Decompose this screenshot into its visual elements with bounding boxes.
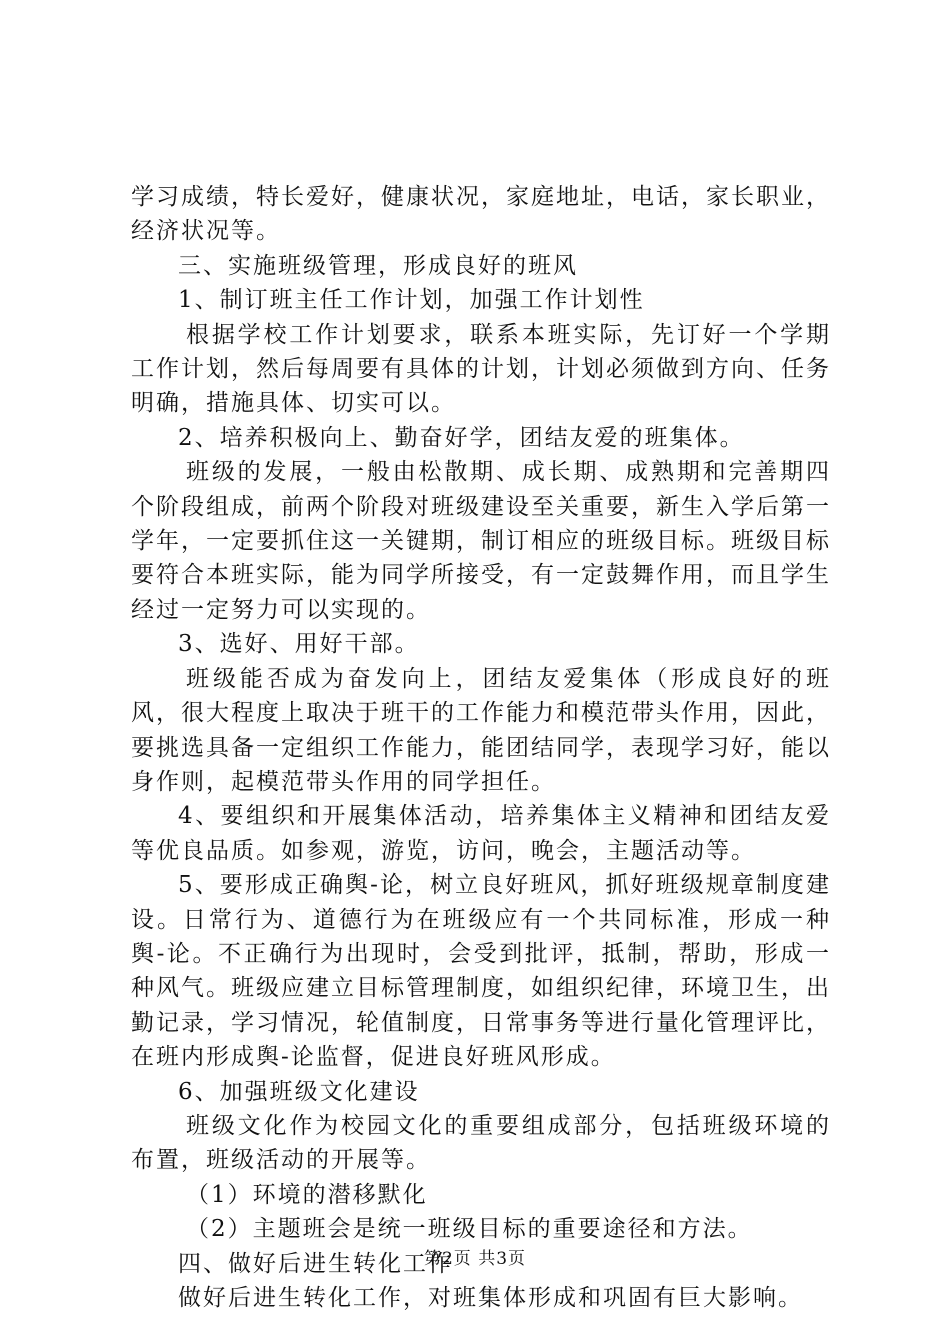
section-heading-3: 三、实施班级管理，形成良好的班风 bbox=[178, 252, 578, 279]
body-paragraph: 班级能否成为奋发向上，团结友爱集体（形成良好的班风，很大程度上取决于班干的工作能力和模范带头作用，因此，要挑选具备一定组织工作能力，能团结同学，表现学习好，能以身作则，起模范带头作用的同学担任。 bbox=[131, 665, 831, 795]
subheading-3: 3、选好、用好干部。 bbox=[178, 631, 420, 658]
subheading-4: 4、要组织和开展集体活动，培养集体主义精神和团结友爱等优良品质。如参观，游览，访问，晚会，主题活动等。 bbox=[131, 803, 831, 864]
subheading-6: 6、加强班级文化建设 bbox=[178, 1078, 420, 1105]
subheading-1: 1、制订班主任工作计划，加强工作计划性 bbox=[178, 287, 645, 314]
page-number-footer: 第2页 共3页 bbox=[423, 1249, 527, 1269]
subheading-2: 2、培养积极向上、勤奋好学，团结友爱的班集体。 bbox=[178, 424, 745, 451]
body-paragraph: 班级的发展，一般由松散期、成长期、成熟期和完善期四个阶段组成，前两个阶段对班级建设至关重要，新生入学后第一学年，一定要抓住这一关键期，制订相应的班级目标。班级目标要符合本班实际，能为同学所接受，有一定鼓舞作用，而且学生经过一定努力可以实现的。 bbox=[131, 459, 831, 623]
body-paragraph: 班级文化作为校园文化的重要组成部分，包括班级环境的布置，班级活动的开展等。 bbox=[131, 1112, 831, 1174]
paragraph-continuation: 学习成绩，特长爱好，健康状况，家庭地址，电话，家长职业，经济状况等。 bbox=[131, 184, 831, 245]
list-item-1: （1）环境的潜移默化 bbox=[186, 1181, 428, 1208]
body-paragraph: 根据学校工作计划要求，联系本班实际，先订好一个学期工作计划，然后每周要有具体的计划，计划必须做到方向、任务明确，措施具体、切实可以。 bbox=[131, 321, 831, 417]
body-paragraph: 做好后进生转化工作，对班集体形成和巩固有巨大影响。 bbox=[178, 1285, 803, 1311]
document-body bbox=[131, 180, 831, 1315]
list-item-2: （2）主题班会是统一班级目标的重要途径和方法。 bbox=[186, 1216, 753, 1243]
section-heading-4: 四、做好后进生转化工作 bbox=[178, 1250, 453, 1277]
subheading-5: 5、要形成正确舆-论，树立良好班风，抓好班级规章制度建设。日常行为、道德行为在班级应有一个共同标准，形成一种舆-论。不正确行为出现时，会受到批评，抵制，帮助，形成一种风气。班级应建立目标管理制度，如组织纪律，环境卫生，出勤记录，学习情况，轮值制度，日常事务等进行量化管理评比，在班内形成舆-论监督，促进良好班风形成。 bbox=[131, 872, 831, 1071]
